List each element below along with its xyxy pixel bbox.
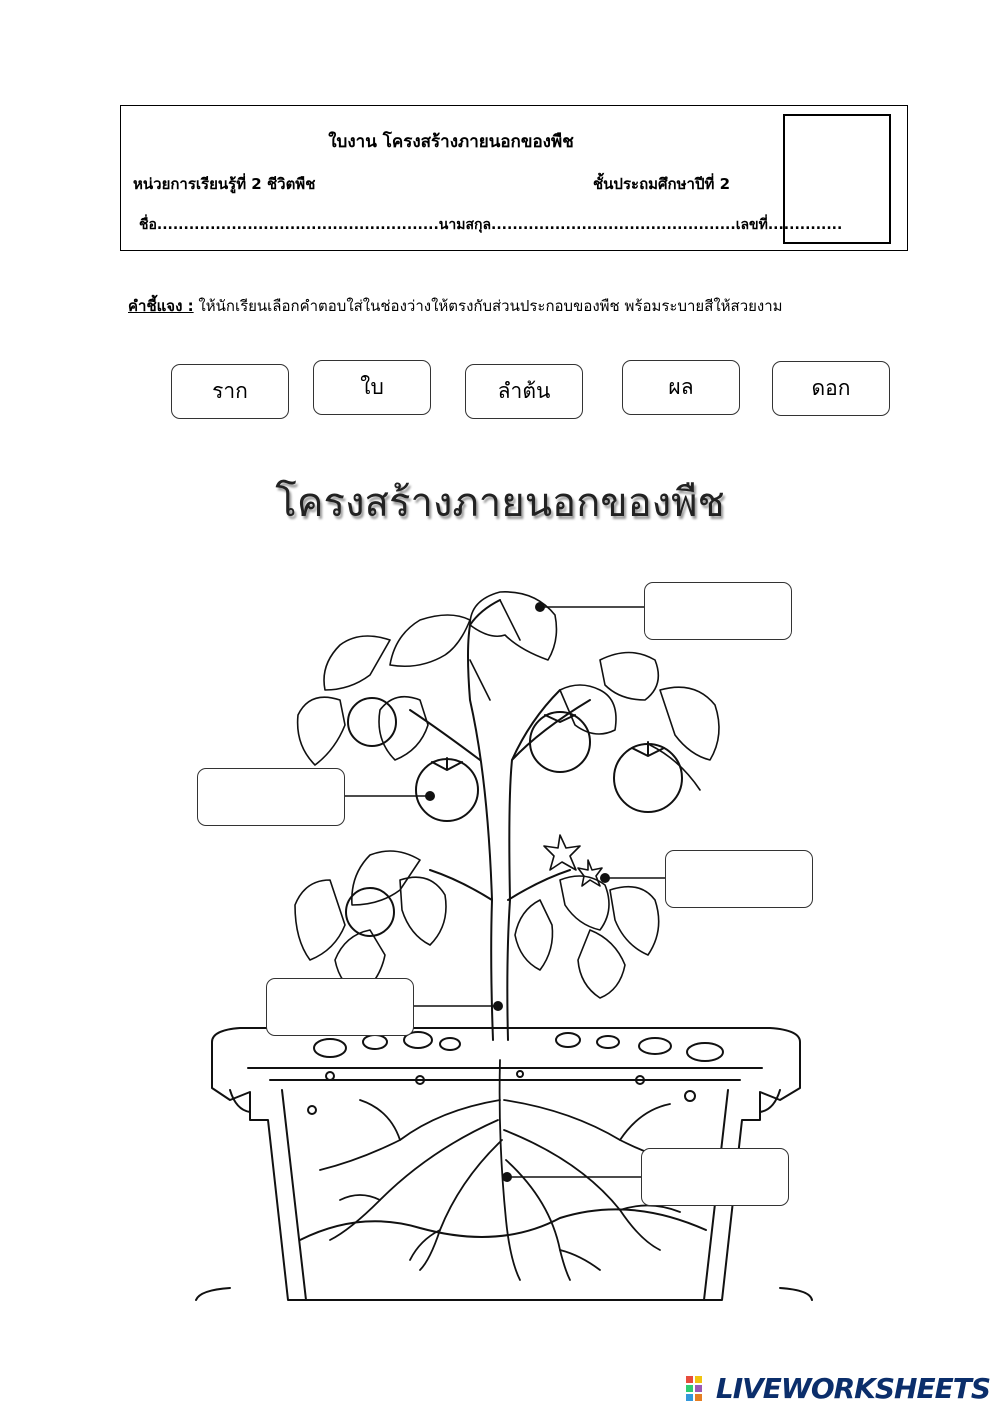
word-card-stem[interactable]: ลำต้น — [465, 364, 583, 419]
plant-illustration — [0, 560, 1000, 1320]
photo-box — [783, 114, 891, 244]
answer-box-2[interactable] — [197, 768, 345, 826]
brand-icon — [686, 1374, 712, 1404]
answer-box-5[interactable] — [641, 1148, 789, 1206]
pointer-dots — [425, 602, 610, 1182]
word-card-root[interactable]: ราก — [171, 364, 289, 419]
instruction-text: ให้นักเรียนเลือกคำตอบใส่ในช่องว่างให้ตรงกับส่วนประกอบของพืช พร้อมระบายสีให้สวยงาม — [193, 297, 783, 315]
brand-text: LIVEWORKSHEETS — [715, 1372, 990, 1405]
word-card-leaf[interactable]: ใบ — [313, 360, 431, 415]
grade-label: ชั้นประถมศึกษาปีที่ 2 — [593, 175, 731, 193]
instruction-lead: คำชี้แจง : — [128, 297, 194, 315]
unit-label: หน่วยการเรียนรู้ที่ 2 ชีวิตพืช — [133, 175, 316, 193]
student-info-line: ชื่อ.....................................................นามสกุล..............................................เลขที่.............. — [139, 217, 843, 233]
instruction — [128, 294, 783, 318]
diagram-title: โครงสร้างภายนอกของพืช — [275, 480, 725, 526]
answer-box-4[interactable] — [266, 978, 414, 1036]
word-card-flower[interactable]: ดอก — [772, 361, 890, 416]
answer-box-3[interactable] — [665, 850, 813, 908]
header-box — [120, 105, 908, 251]
answer-box-1[interactable] — [644, 582, 792, 640]
pointer-lines — [345, 607, 665, 1177]
word-card-fruit[interactable]: ผล — [622, 360, 740, 415]
liveworksheets-logo — [686, 1372, 990, 1405]
fruits — [346, 698, 682, 936]
leaves — [295, 592, 719, 998]
worksheet-title: ใบงาน โครงสร้างภายนอกของพืช — [328, 132, 574, 152]
